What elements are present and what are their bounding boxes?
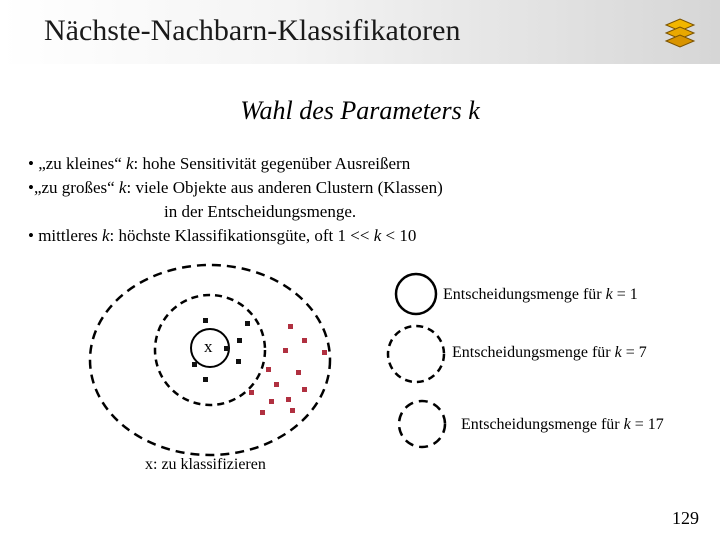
- data-point: [203, 377, 208, 382]
- legend-symbol-k1: [396, 274, 436, 314]
- legend-prefix: Entscheidungsmenge für: [443, 286, 606, 303]
- legend-symbol-k7: [388, 326, 444, 382]
- data-point: [322, 350, 327, 355]
- bullet-continuation: in der Entscheidungsmenge.: [164, 202, 357, 221]
- legend-label-k17: [461, 416, 664, 434]
- data-point: [249, 390, 254, 395]
- data-point: [237, 338, 242, 343]
- slide-title: Nächste-Nachbarn-Klassifikatoren: [44, 14, 461, 47]
- legend-prefix: Entscheidungsmenge für: [461, 416, 624, 433]
- legend-suffix: = 1: [612, 286, 638, 303]
- data-point: [302, 387, 307, 392]
- legend-label-k1: [443, 286, 638, 304]
- neighborhood-k17: [90, 265, 330, 455]
- legend-suffix: = 7: [621, 344, 647, 361]
- data-point: [192, 362, 197, 367]
- bullet-var: k: [101, 226, 110, 245]
- bullet-var: k: [118, 178, 127, 197]
- diagram-caption: x: zu klassifizieren: [145, 456, 266, 473]
- data-point: [286, 397, 291, 402]
- bullet-text: < 10: [381, 226, 417, 245]
- data-point: [245, 321, 250, 326]
- legend-var: k: [614, 344, 622, 361]
- slide-subtitle: Wahl des Parameters k: [240, 96, 480, 125]
- query-point-label: x: [204, 337, 213, 356]
- bullet-text: : höchste Klassifikationsgüte, oft 1 <<: [109, 226, 374, 245]
- data-point: [283, 348, 288, 353]
- data-point: [296, 370, 301, 375]
- bullet-text: : hohe Sensitivität gegenüber Ausreißern: [133, 154, 411, 173]
- legend-var: k: [623, 416, 631, 433]
- legend-var: k: [605, 286, 613, 303]
- data-point: [290, 408, 295, 413]
- data-point: [269, 399, 274, 404]
- data-point: [203, 318, 208, 323]
- data-point: [266, 367, 271, 372]
- bullet-prefix: • „zu kleines“: [28, 154, 126, 173]
- legend-prefix: Entscheidungsmenge für: [452, 344, 615, 361]
- data-point: [224, 346, 229, 351]
- bullet-prefix: • mittleres: [28, 226, 102, 245]
- legend-label-k7: [452, 344, 647, 362]
- data-point: [260, 410, 265, 415]
- data-point: [288, 324, 293, 329]
- bullet-var: k: [126, 154, 134, 173]
- bullet-var: k: [373, 226, 382, 245]
- legend-suffix: = 17: [630, 416, 664, 433]
- bullet-prefix: •„zu großes“: [28, 178, 119, 197]
- data-point: [274, 382, 279, 387]
- page-number: 129: [672, 508, 699, 528]
- bullet-text: : viele Objekte aus anderen Clustern (Klassen): [126, 178, 443, 197]
- data-point: [302, 338, 307, 343]
- data-point: [236, 359, 241, 364]
- legend-symbol-k17: [399, 401, 445, 447]
